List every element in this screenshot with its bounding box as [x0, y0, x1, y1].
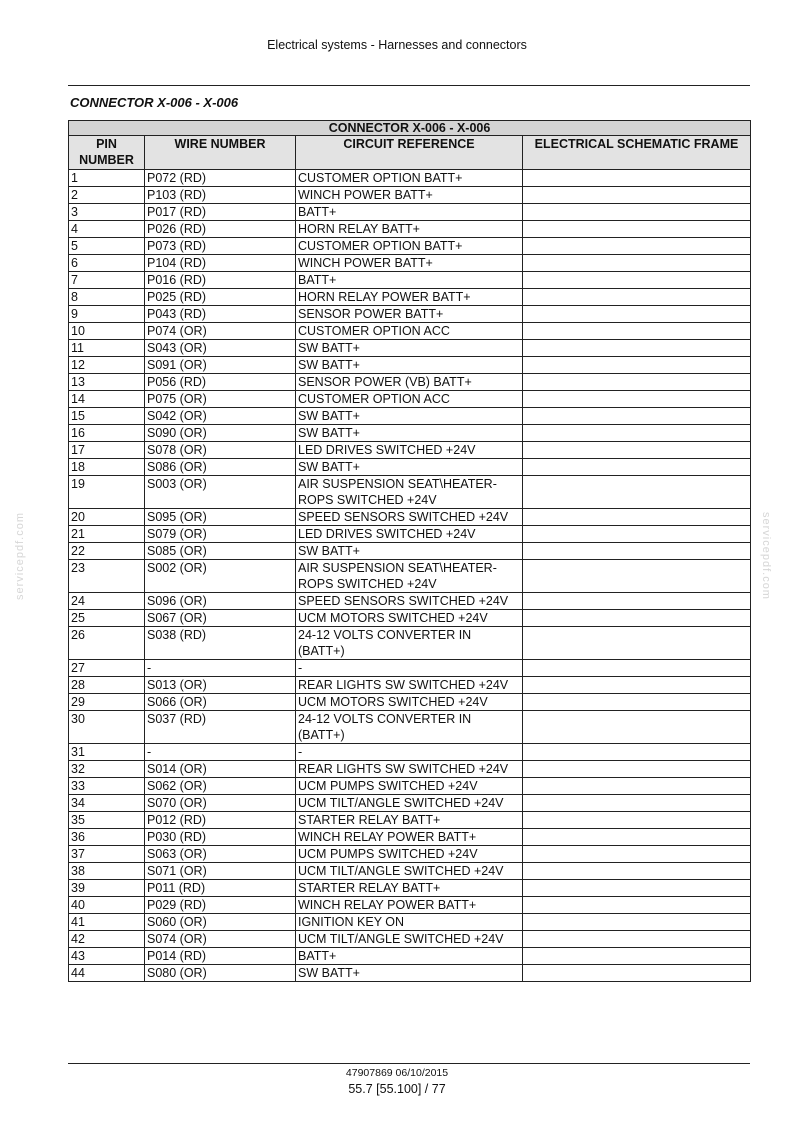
circuit-reference-cell: LED DRIVES SWITCHED +24V: [296, 526, 523, 543]
pin-number-cell: 41: [69, 914, 145, 931]
circuit-reference-cell: CUSTOMER OPTION ACC: [296, 323, 523, 340]
schematic-frame-cell: [523, 323, 751, 340]
schematic-frame-cell: [523, 795, 751, 812]
pin-number-cell: 23: [69, 560, 145, 593]
table-row: [69, 914, 751, 931]
schematic-frame-cell: [523, 204, 751, 221]
wire-number-cell: S002 (OR): [145, 560, 296, 593]
circuit-reference-cell: UCM MOTORS SWITCHED +24V: [296, 610, 523, 627]
column-header-schematic-frame: ELECTRICAL SCHEMATIC FRAME: [523, 136, 751, 170]
circuit-reference-cell: REAR LIGHTS SW SWITCHED +24V: [296, 761, 523, 778]
pin-number-cell: 35: [69, 812, 145, 829]
pin-number-cell: 40: [69, 897, 145, 914]
wire-number-cell: P103 (RD): [145, 187, 296, 204]
watermark-right: servicepdf.com: [760, 512, 772, 600]
footer-doc-reference: 47907869 06/10/2015: [345, 1067, 449, 1079]
pin-number-cell: 32: [69, 761, 145, 778]
table-row: [69, 812, 751, 829]
circuit-reference-cell: WINCH POWER BATT+: [296, 255, 523, 272]
wire-number-cell: S085 (OR): [145, 543, 296, 560]
table-row: [69, 357, 751, 374]
circuit-reference-cell: BATT+: [296, 204, 523, 221]
circuit-reference-cell: SW BATT+: [296, 408, 523, 425]
wire-number-cell: P075 (OR): [145, 391, 296, 408]
schematic-frame-cell: [523, 560, 751, 593]
table-row: [69, 476, 751, 509]
pin-number-cell: 33: [69, 778, 145, 795]
schematic-frame-cell: [523, 221, 751, 238]
pin-number-cell: 6: [69, 255, 145, 272]
page-header: Electrical systems - Harnesses and connectors: [267, 38, 527, 52]
pin-number-cell: 9: [69, 306, 145, 323]
pin-number-cell: 25: [69, 610, 145, 627]
schematic-frame-cell: [523, 255, 751, 272]
pin-number-cell: 20: [69, 509, 145, 526]
schematic-frame-cell: [523, 829, 751, 846]
pin-number-cell: 10: [69, 323, 145, 340]
table-row: [69, 610, 751, 627]
circuit-reference-cell: 24-12 VOLTS CONVERTER IN (BATT+): [296, 711, 523, 744]
table-row: [69, 560, 751, 593]
schematic-frame-cell: [523, 744, 751, 761]
table-row: [69, 442, 751, 459]
table-row: [69, 408, 751, 425]
wire-number-cell: S074 (OR): [145, 931, 296, 948]
wire-number-cell: S063 (OR): [145, 846, 296, 863]
schematic-frame-cell: [523, 711, 751, 744]
wire-number-cell: -: [145, 660, 296, 677]
circuit-reference-cell: SW BATT+: [296, 357, 523, 374]
table-row: [69, 795, 751, 812]
pin-number-cell: 36: [69, 829, 145, 846]
circuit-reference-cell: UCM MOTORS SWITCHED +24V: [296, 694, 523, 711]
pin-number-cell: 27: [69, 660, 145, 677]
pin-number-cell: 11: [69, 340, 145, 357]
circuit-reference-cell: AIR SUSPENSION SEAT\HEATER-ROPS SWITCHED +24V: [296, 560, 523, 593]
wire-number-cell: S071 (OR): [145, 863, 296, 880]
circuit-reference-cell: SW BATT+: [296, 543, 523, 560]
circuit-reference-cell: UCM TILT/ANGLE SWITCHED +24V: [296, 863, 523, 880]
schematic-frame-cell: [523, 476, 751, 509]
table-caption: CONNECTOR X-006 - X-006: [69, 121, 751, 136]
schematic-frame-cell: [523, 914, 751, 931]
circuit-reference-cell: -: [296, 660, 523, 677]
wire-number-cell: S091 (OR): [145, 357, 296, 374]
pin-number-cell: 26: [69, 627, 145, 660]
circuit-reference-cell: SPEED SENSORS SWITCHED +24V: [296, 509, 523, 526]
schematic-frame-cell: [523, 374, 751, 391]
wire-number-cell: P073 (RD): [145, 238, 296, 255]
schematic-frame-cell: [523, 627, 751, 660]
pin-number-cell: 31: [69, 744, 145, 761]
table-row: [69, 306, 751, 323]
pin-number-cell: 16: [69, 425, 145, 442]
schematic-frame-cell: [523, 846, 751, 863]
table-row: [69, 187, 751, 204]
wire-number-cell: P011 (RD): [145, 880, 296, 897]
table-row: [69, 846, 751, 863]
table-row: [69, 221, 751, 238]
table-row: [69, 526, 751, 543]
circuit-reference-cell: BATT+: [296, 272, 523, 289]
wire-number-cell: S066 (OR): [145, 694, 296, 711]
schematic-frame-cell: [523, 526, 751, 543]
schematic-frame-cell: [523, 357, 751, 374]
table-row: [69, 694, 751, 711]
table-row: [69, 660, 751, 677]
pin-number-cell: 19: [69, 476, 145, 509]
pin-number-cell: 24: [69, 593, 145, 610]
wire-number-cell: P074 (OR): [145, 323, 296, 340]
pin-number-cell: 13: [69, 374, 145, 391]
table-row: [69, 340, 751, 357]
pin-number-cell: 15: [69, 408, 145, 425]
circuit-reference-cell: SW BATT+: [296, 459, 523, 476]
table-row: [69, 459, 751, 476]
circuit-reference-cell: UCM PUMPS SWITCHED +24V: [296, 778, 523, 795]
table-row: [69, 778, 751, 795]
wire-number-cell: S042 (OR): [145, 408, 296, 425]
circuit-reference-cell: REAR LIGHTS SW SWITCHED +24V: [296, 677, 523, 694]
watermark-left: servicepdf.com: [14, 512, 26, 600]
schematic-frame-cell: [523, 509, 751, 526]
circuit-reference-cell: WINCH RELAY POWER BATT+: [296, 829, 523, 846]
wire-number-cell: S062 (OR): [145, 778, 296, 795]
pin-number-cell: 29: [69, 694, 145, 711]
table-row: [69, 761, 751, 778]
schematic-frame-cell: [523, 812, 751, 829]
circuit-reference-cell: CUSTOMER OPTION ACC: [296, 391, 523, 408]
circuit-reference-cell: WINCH POWER BATT+: [296, 187, 523, 204]
wire-number-cell: S003 (OR): [145, 476, 296, 509]
wire-number-cell: P017 (RD): [145, 204, 296, 221]
schematic-frame-cell: [523, 610, 751, 627]
circuit-reference-cell: BATT+: [296, 948, 523, 965]
pin-number-cell: 34: [69, 795, 145, 812]
wire-number-cell: S079 (OR): [145, 526, 296, 543]
wire-number-cell: P014 (RD): [145, 948, 296, 965]
pin-number-cell: 17: [69, 442, 145, 459]
section-title: CONNECTOR X-006 - X-006: [70, 95, 239, 110]
pin-number-cell: 14: [69, 391, 145, 408]
schematic-frame-cell: [523, 965, 751, 982]
table-row: [69, 931, 751, 948]
table-row: [69, 677, 751, 694]
schematic-frame-cell: [523, 391, 751, 408]
wire-number-cell: S080 (OR): [145, 965, 296, 982]
pin-number-cell: 30: [69, 711, 145, 744]
schematic-frame-cell: [523, 931, 751, 948]
column-header-wire-number: WIRE NUMBER: [145, 136, 296, 170]
circuit-reference-cell: UCM TILT/ANGLE SWITCHED +24V: [296, 931, 523, 948]
table-row: [69, 374, 751, 391]
table-row: [69, 272, 751, 289]
circuit-reference-cell: STARTER RELAY BATT+: [296, 812, 523, 829]
schematic-frame-cell: [523, 761, 751, 778]
table-row: [69, 744, 751, 761]
circuit-reference-cell: STARTER RELAY BATT+: [296, 880, 523, 897]
wire-number-cell: P056 (RD): [145, 374, 296, 391]
wire-number-cell: S060 (OR): [145, 914, 296, 931]
pin-number-cell: 1: [69, 170, 145, 187]
table-row: [69, 425, 751, 442]
schematic-frame-cell: [523, 238, 751, 255]
table-row: [69, 627, 751, 660]
circuit-reference-cell: WINCH RELAY POWER BATT+: [296, 897, 523, 914]
wire-number-cell: P043 (RD): [145, 306, 296, 323]
circuit-reference-cell: UCM TILT/ANGLE SWITCHED +24V: [296, 795, 523, 812]
pin-number-cell: 43: [69, 948, 145, 965]
schematic-frame-cell: [523, 289, 751, 306]
circuit-reference-cell: AIR SUSPENSION SEAT\HEATER-ROPS SWITCHED +24V: [296, 476, 523, 509]
wire-number-cell: S014 (OR): [145, 761, 296, 778]
footer-rule: [68, 1063, 750, 1064]
wire-number-cell: S043 (OR): [145, 340, 296, 357]
circuit-reference-cell: SENSOR POWER (VB) BATT+: [296, 374, 523, 391]
pin-number-cell: 7: [69, 272, 145, 289]
circuit-reference-cell: UCM PUMPS SWITCHED +24V: [296, 846, 523, 863]
header-rule: [68, 85, 750, 86]
wire-number-cell: S037 (RD): [145, 711, 296, 744]
schematic-frame-cell: [523, 170, 751, 187]
circuit-reference-cell: SW BATT+: [296, 425, 523, 442]
pin-number-cell: 22: [69, 543, 145, 560]
table-row: [69, 543, 751, 560]
table-row: [69, 391, 751, 408]
table-row: [69, 897, 751, 914]
circuit-reference-cell: 24-12 VOLTS CONVERTER IN (BATT+): [296, 627, 523, 660]
schematic-frame-cell: [523, 425, 751, 442]
schematic-frame-cell: [523, 660, 751, 677]
wire-number-cell: S078 (OR): [145, 442, 296, 459]
table-row: [69, 593, 751, 610]
circuit-reference-cell: LED DRIVES SWITCHED +24V: [296, 442, 523, 459]
schematic-frame-cell: [523, 778, 751, 795]
pin-number-cell: 38: [69, 863, 145, 880]
circuit-reference-cell: -: [296, 744, 523, 761]
wire-number-cell: S067 (OR): [145, 610, 296, 627]
schematic-frame-cell: [523, 187, 751, 204]
connector-table: [68, 120, 751, 982]
wire-number-cell: S038 (RD): [145, 627, 296, 660]
pin-number-cell: 42: [69, 931, 145, 948]
schematic-frame-cell: [523, 459, 751, 476]
circuit-reference-cell: HORN RELAY POWER BATT+: [296, 289, 523, 306]
table-row: [69, 204, 751, 221]
schematic-frame-cell: [523, 948, 751, 965]
circuit-reference-cell: SW BATT+: [296, 965, 523, 982]
column-header-circuit-reference: CIRCUIT REFERENCE: [296, 136, 523, 170]
table-row: [69, 238, 751, 255]
pin-number-cell: 5: [69, 238, 145, 255]
wire-number-cell: P025 (RD): [145, 289, 296, 306]
wire-number-cell: P072 (RD): [145, 170, 296, 187]
column-header-pin-number: PIN NUMBER: [69, 136, 145, 170]
schematic-frame-cell: [523, 880, 751, 897]
circuit-reference-cell: SW BATT+: [296, 340, 523, 357]
schematic-frame-cell: [523, 408, 751, 425]
wire-number-cell: S070 (OR): [145, 795, 296, 812]
pin-number-cell: 28: [69, 677, 145, 694]
schematic-frame-cell: [523, 897, 751, 914]
schematic-frame-cell: [523, 442, 751, 459]
wire-number-cell: S096 (OR): [145, 593, 296, 610]
table-row: [69, 829, 751, 846]
schematic-frame-cell: [523, 272, 751, 289]
wire-number-cell: P104 (RD): [145, 255, 296, 272]
pin-number-cell: 3: [69, 204, 145, 221]
pin-number-cell: 18: [69, 459, 145, 476]
wire-number-cell: P012 (RD): [145, 812, 296, 829]
wire-number-cell: P026 (RD): [145, 221, 296, 238]
pin-number-cell: 21: [69, 526, 145, 543]
wire-number-cell: S086 (OR): [145, 459, 296, 476]
circuit-reference-cell: SENSOR POWER BATT+: [296, 306, 523, 323]
schematic-frame-cell: [523, 593, 751, 610]
table-row: [69, 711, 751, 744]
wire-number-cell: -: [145, 744, 296, 761]
table-row: [69, 255, 751, 272]
circuit-reference-cell: SPEED SENSORS SWITCHED +24V: [296, 593, 523, 610]
circuit-reference-cell: CUSTOMER OPTION BATT+: [296, 238, 523, 255]
table-row: [69, 289, 751, 306]
wire-number-cell: S095 (OR): [145, 509, 296, 526]
table-row: [69, 948, 751, 965]
schematic-frame-cell: [523, 677, 751, 694]
wire-number-cell: S013 (OR): [145, 677, 296, 694]
wire-number-cell: P016 (RD): [145, 272, 296, 289]
pin-number-cell: 8: [69, 289, 145, 306]
wire-number-cell: S090 (OR): [145, 425, 296, 442]
wire-number-cell: P030 (RD): [145, 829, 296, 846]
table-row: [69, 965, 751, 982]
schematic-frame-cell: [523, 543, 751, 560]
schematic-frame-cell: [523, 306, 751, 323]
pin-number-cell: 44: [69, 965, 145, 982]
pin-number-cell: 39: [69, 880, 145, 897]
circuit-reference-cell: HORN RELAY BATT+: [296, 221, 523, 238]
schematic-frame-cell: [523, 694, 751, 711]
table-row: [69, 170, 751, 187]
circuit-reference-cell: CUSTOMER OPTION BATT+: [296, 170, 523, 187]
footer-page-number: 55.7 [55.100] / 77: [348, 1082, 446, 1096]
pin-number-cell: 37: [69, 846, 145, 863]
table-row: [69, 509, 751, 526]
table-row: [69, 323, 751, 340]
table-row: [69, 880, 751, 897]
pin-number-cell: 2: [69, 187, 145, 204]
schematic-frame-cell: [523, 863, 751, 880]
schematic-frame-cell: [523, 340, 751, 357]
pin-number-cell: 12: [69, 357, 145, 374]
table-row: [69, 863, 751, 880]
table-body: [69, 170, 751, 982]
wire-number-cell: P029 (RD): [145, 897, 296, 914]
circuit-reference-cell: IGNITION KEY ON: [296, 914, 523, 931]
pin-number-cell: 4: [69, 221, 145, 238]
